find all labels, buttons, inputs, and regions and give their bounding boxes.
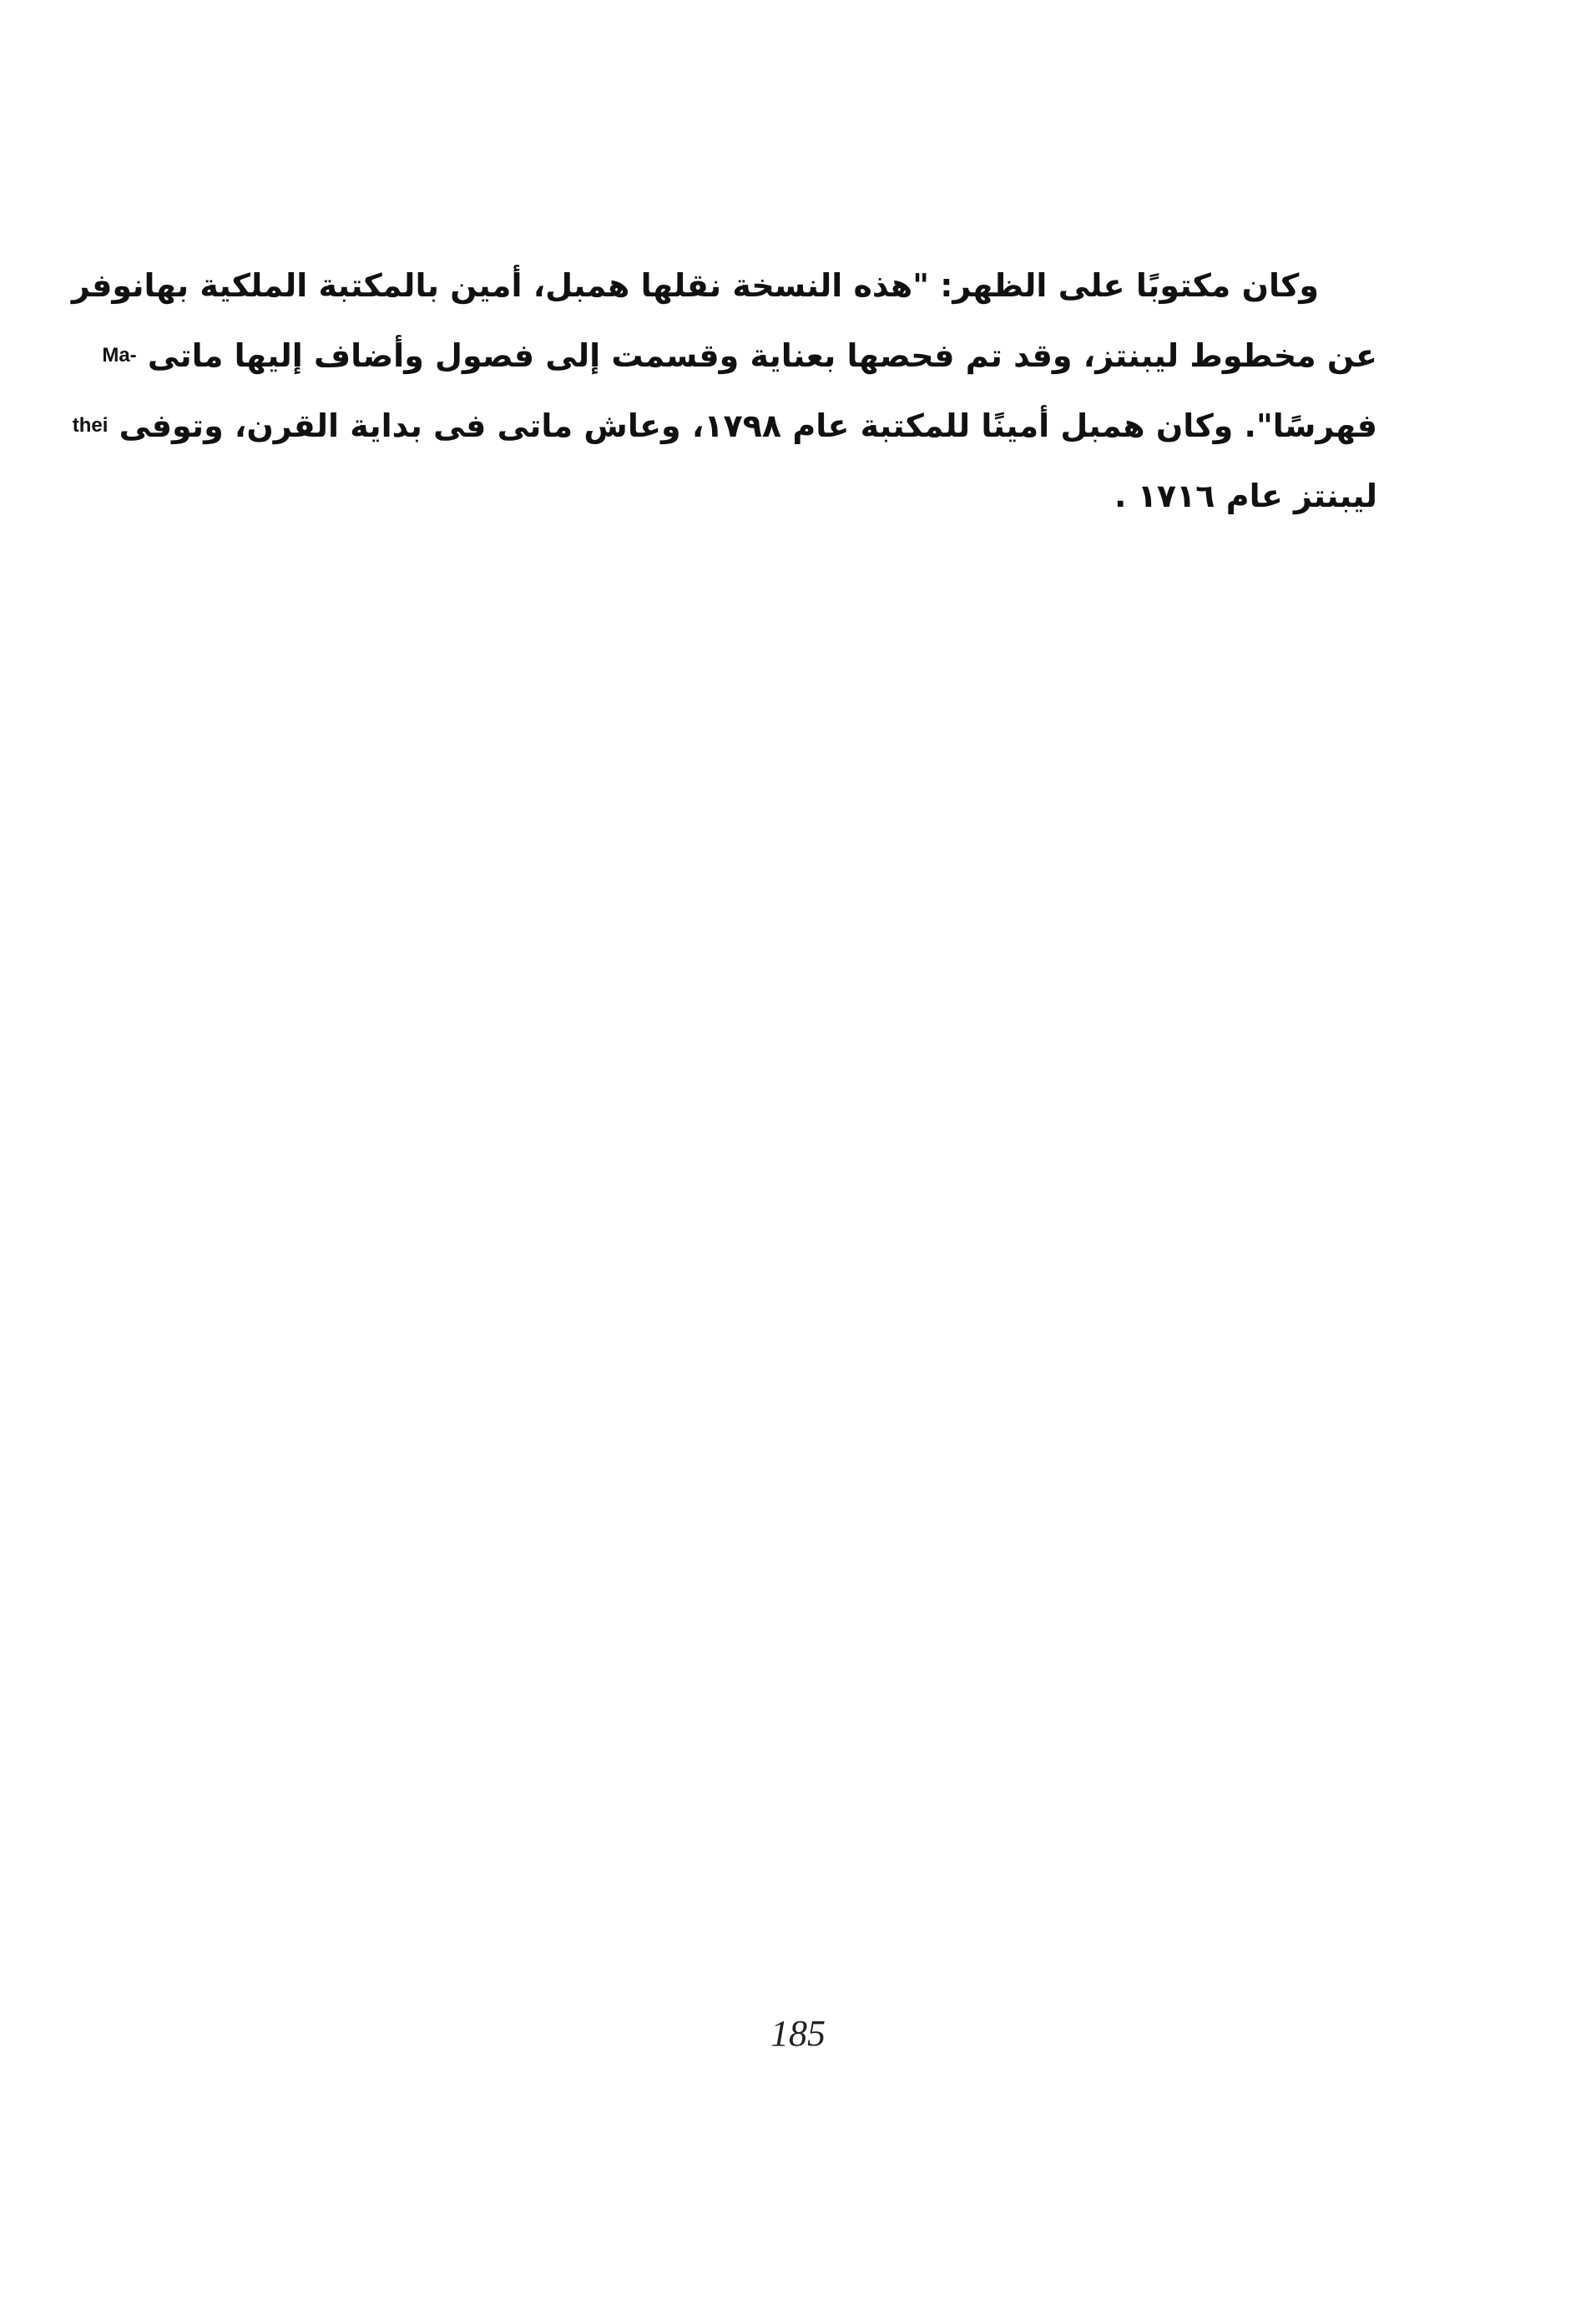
paragraph-line-2	[102, 321, 1377, 391]
paragraph-line-4: ليبنتز عام ١٧١٦ .	[1114, 478, 1377, 514]
paragraph-line-2-text: عن مخطوط ليبنتز، وقد تم فحصها بعناية وقسمت إلى فصول وأضاف إليها ماتى	[147, 337, 1377, 374]
paragraph-line-1: وكان مكتوبًا على الظهر: "هذه النسخة نقلها همبل، أمين بالمكتبة الملكية بهانوفر	[71, 267, 1319, 304]
paragraph-line-3	[72, 391, 1377, 461]
paragraph-line-3-text: فهرسًا". وكان همبل أمينًا للمكتبة عام ١٧٩٨، وعاش ماتى فى بداية القرن، وتوفى	[119, 407, 1377, 444]
page-number: 185	[770, 2013, 826, 2054]
body-paragraph	[71, 250, 1377, 531]
latin-fragment-ma: Ma-	[102, 344, 137, 367]
latin-fragment-thei: thei	[72, 414, 109, 437]
